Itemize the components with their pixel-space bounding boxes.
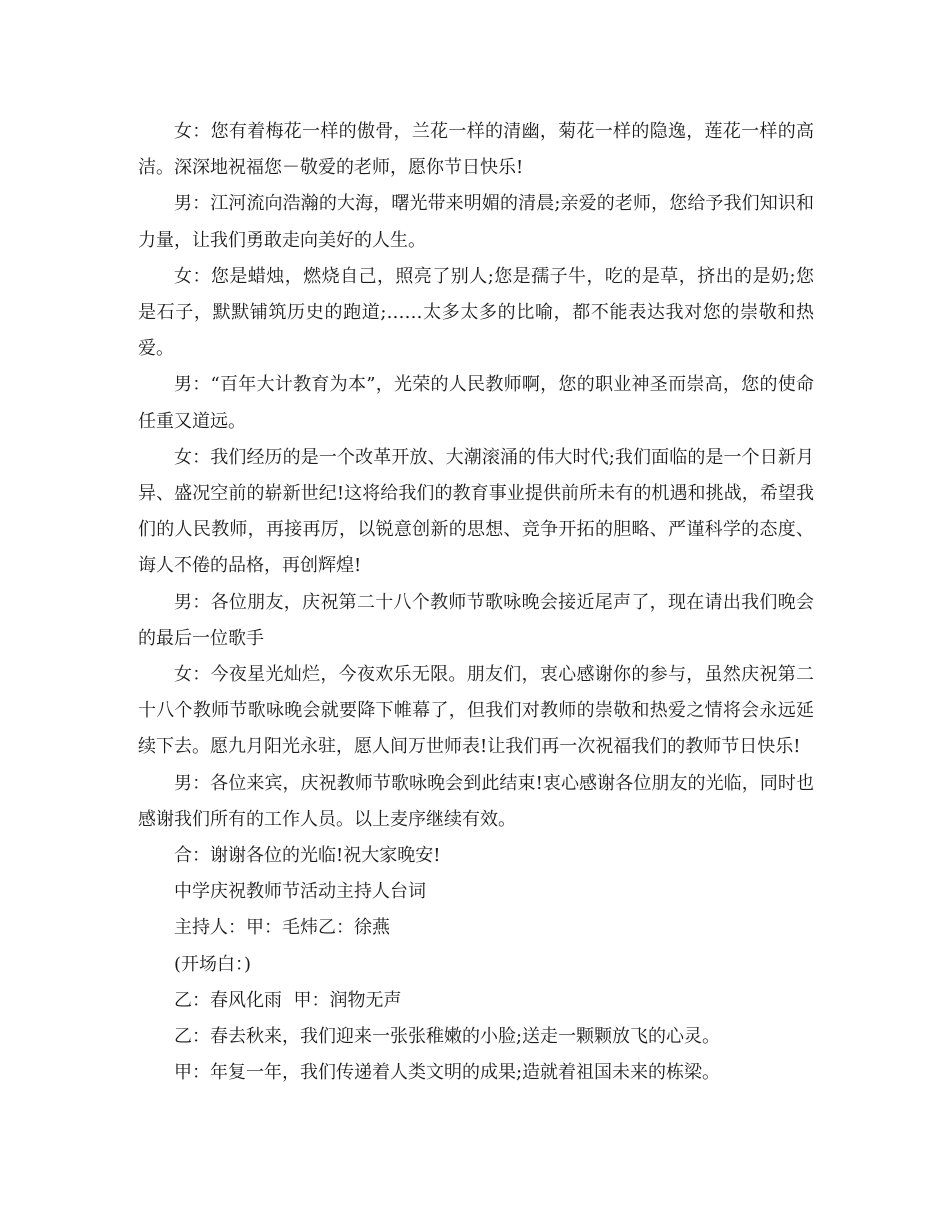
paragraph: 男：各位来宾，庆祝教师节歌咏晚会到此结束!衷心感谢各位朋友的光临，同时也感谢我们所有的工作人员。以上麦序继续有效。 [138,772,814,830]
paragraph: 甲：年复一年，我们传递着人类文明的成果;造就着祖国未来的栋梁。 [174,1062,721,1084]
paragraph: 女：您有着梅花一样的傲骨，兰花一样的清幽，菊花一样的隐逸，莲花一样的高洁。深深地祝福您－敬爱的老师，愿你节日快乐! [138,121,814,179]
paragraph: 女：今夜星光灿烂，今夜欢乐无限。朋友们，衷心感谢你的参与，虽然庆祝第二十八个教师节歌咏晚会就要降下帷幕了，但我们对教师的崇敬和热爱之情将会永远延续下去。愿九月阳光永驻，愿人间万世师表!让我们再一次祝福我们的教师节日快乐! [138,664,814,758]
paragraph: 乙：春风化雨 甲：润物无声 [174,989,402,1011]
section-title: 中学庆祝教师节活动主持人台词 [174,881,426,903]
paragraph: 女：我们经历的是一个改革开放、大潮滚涌的伟大时代;我们面临的是一个日新月异、盛况空前的崭新世纪!这将给我们的教育事业提供前所未有的机遇和挑战，希望我们的人民教师，再接再厉，以锐意创新的思想、竞争开拓的胆略、严谨科学的态度、诲人不倦的品格，再创辉煌! [138,446,814,577]
paragraph: 合：谢谢各位的光临!祝大家晚安! [174,845,441,867]
paragraph: 男：各位朋友，庆祝第二十八个教师节歌咏晚会接近尾声了，现在请出我们晚会的最后一位歌手 [138,591,814,649]
document-body [138,114,814,1091]
paragraph: 男：江河流向浩瀚的大海，曙光带来明媚的清晨;亲爱的老师，您给予我们知识和力量，让我们勇敢走向美好的人生。 [138,193,814,251]
paragraph: 女：您是蜡烛，燃烧自己，照亮了别人;您是孺子牛，吃的是草，挤出的是奶;您是石子，默默铺筑历史的跑道;……太多太多的比喻，都不能表达我对您的崇敬和热爱。 [138,265,814,360]
paragraph: 乙：春去秋来，我们迎来一张张稚嫩的小脸;送走一颗颗放飞的心灵。 [174,1026,721,1048]
paragraph: 主持人：甲：毛炜乙：徐燕 [174,917,390,939]
paragraph: 男：“百年大计教育为本”，光荣的人民教师啊，您的职业神圣而崇高，您的使命任重又道远。 [138,374,814,432]
paragraph: (开场白：) [174,953,252,975]
